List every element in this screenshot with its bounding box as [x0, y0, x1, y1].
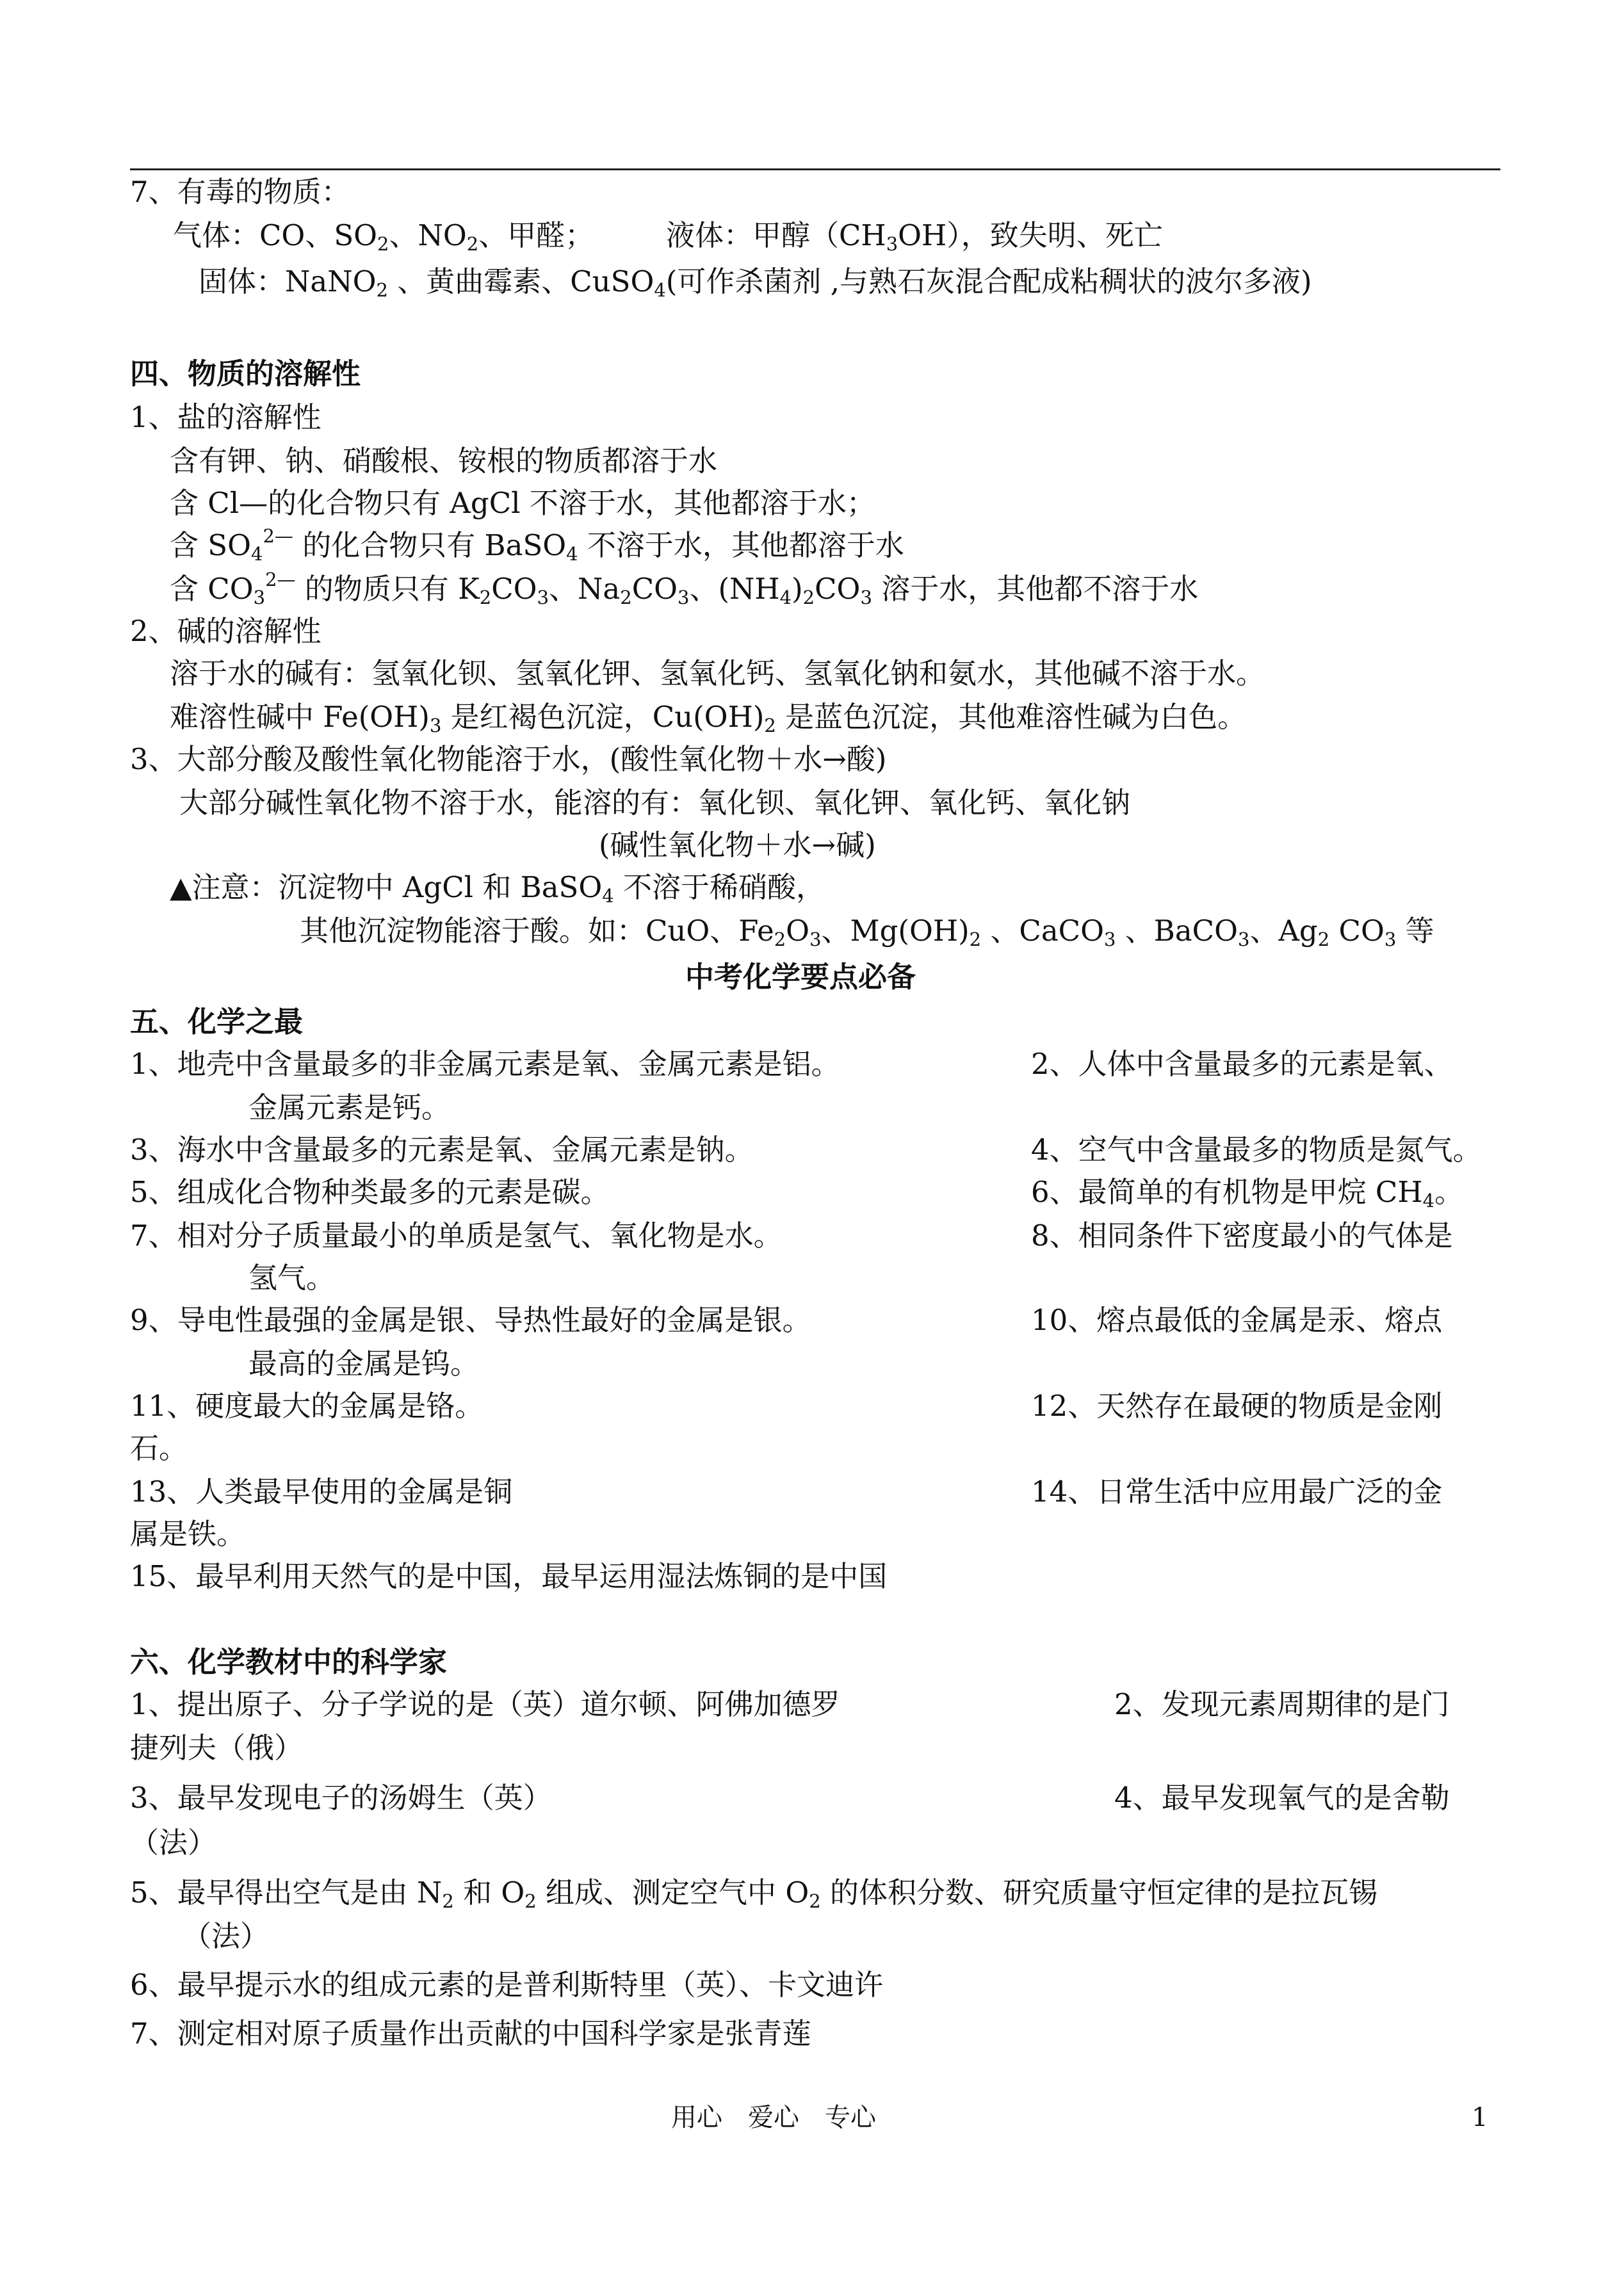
- scientist-5: 5、最早得出空气是由 $N_2$ 和 $O_2$ 组成、测定空气中 $O_2$ 的体积分数、研究质量守恒定律的是拉瓦锡: [130, 1876, 1378, 1912]
- scientist-3: 3、最早发现电子的汤姆生（英）: [130, 1781, 552, 1815]
- scientist-4-cont: （法）: [130, 1826, 217, 1860]
- superlative-2: 2、人体中含量最多的元素是氧、: [1031, 1047, 1453, 1081]
- base-line-2: 难溶性碱中 $Fe(OH)_3$ 是红褐色沉淀，$Cu(OH)_2$ 是蓝色沉淀，其他难溶性碱为白色。: [170, 700, 1247, 736]
- superlative-8: 8、相同条件下密度最小的气体是: [1031, 1219, 1453, 1253]
- center-title: 中考化学要点必备: [685, 960, 916, 994]
- footer-motto: 用心 爱心 专心: [671, 2103, 876, 2132]
- superlative-13: 13、人类最早使用的金属是铜: [130, 1475, 513, 1509]
- oxide-line-2: (碱性氧化物＋水→碱): [599, 828, 876, 862]
- salt-line-2: 含 Cl—的化合物只有 AgCl 不溶于水，其他都溶于水；: [170, 486, 875, 520]
- toxic-liquid: 液体：甲醇$(CH_3OH)$，致失明、死亡: [666, 218, 1163, 255]
- superlative-6: 6、最简单的有机物是甲烷 $CH_4$。: [1031, 1175, 1464, 1212]
- scientist-5-cont: （法）: [183, 1919, 270, 1953]
- toxic-title: 7、有毒的物质：: [130, 175, 350, 209]
- salt-line-1: 含有钾、钠、硝酸根、铵根的物质都溶于水: [170, 444, 718, 478]
- salt-line-3: 含 $SO_4^{2—}$ 的化合物只有 BaSO$_4$ 不溶于水，其他都溶于水: [170, 525, 904, 565]
- superlative-14: 14、日常生活中应用最广泛的金: [1031, 1475, 1443, 1509]
- page-number: 1: [1472, 2103, 1488, 2132]
- superlative-14-cont: 属是铁。: [130, 1517, 246, 1551]
- superlative-12: 12、天然存在最硬的物质是金刚: [1031, 1389, 1443, 1423]
- superlative-1: 1、地壳中含量最多的非金属元素是氧、金属元素是铝。: [130, 1047, 840, 1081]
- scientist-2-cont: 捷列夫（俄）: [130, 1731, 304, 1765]
- salt-line-4: 含 $CO_3^{2—}$ 的物质只有 $K_2CO_3$、$Na_2CO_3$、$(NH_4)_2CO_3$ 溶于水，其他都不溶于水: [170, 569, 1199, 608]
- scientist-7: 7、测定相对原子质量作出贡献的中国科学家是张青莲: [130, 2016, 811, 2050]
- oxide-line-1: 大部分碱性氧化物不溶于水，能溶的有：氧化钡、氧化钾、氧化钙、氧化钠: [179, 786, 1131, 820]
- superlative-12-cont: 石。: [130, 1431, 188, 1465]
- note-line-2: 其他沉淀物能溶于酸。如：CuO、$Fe_2O_3$、$Mg(OH)_2$ 、CaCO$_3$ 、BaCO$_3$、$Ag_2$ $CO_3$ 等: [300, 914, 1434, 950]
- scientist-2: 2、发现元素周期律的是门: [1114, 1687, 1450, 1721]
- base-line-1: 溶于水的碱有：氢氧化钡、氢氧化钾、氢氧化钙、氢氧化钠和氨水，其他碱不溶于水。: [170, 656, 1265, 690]
- scientist-1: 1、提出原子、分子学说的是（英）道尔顿、阿佛加德罗: [130, 1687, 840, 1721]
- superlative-4: 4、空气中含量最多的物质是氮气。: [1031, 1133, 1482, 1167]
- superlative-10-cont: 最高的金属是钨。: [248, 1347, 480, 1381]
- base-title: 2、碱的溶解性: [130, 614, 321, 648]
- superlative-2-cont: 金属元素是钙。: [248, 1091, 451, 1124]
- salt-title: 1、盐的溶解性: [130, 400, 321, 434]
- scientist-4: 4、最早发现氧气的是舍勒: [1114, 1781, 1450, 1815]
- toxic-solid: 固体：NaNO$_2$ 、黄曲霉素、CuSO$_4$(可作杀菌剂 ,与熟石灰混合配成粘稠状的波尔多液): [199, 264, 1312, 301]
- superlative-8-cont: 氢气。: [248, 1261, 336, 1295]
- superlative-7: 7、相对分子质量最小的单质是氢气、氧化物是水。: [130, 1219, 783, 1253]
- acid-title: 3、大部分酸及酸性氧化物能溶于水，(酸性氧化物＋水→酸): [130, 742, 887, 776]
- superlative-10: 10、熔点最低的金属是汞、熔点: [1031, 1303, 1443, 1337]
- superlative-3: 3、海水中含量最多的元素是氧、金属元素是钠。: [130, 1133, 754, 1167]
- scientist-6: 6、最早提示水的组成元素的是普利斯特里（英）、卡文迪许: [130, 1968, 884, 2002]
- section5-heading: 五、化学之最: [130, 1005, 304, 1039]
- toxic-gas: 气体：CO、$SO_2$、$NO_2$、甲醛；: [173, 218, 594, 255]
- superlative-9: 9、导电性最强的金属是银、导热性最好的金属是银。: [130, 1303, 811, 1337]
- superlative-15: 15、最早利用天然气的是中国，最早运用湿法炼铜的是中国: [130, 1559, 888, 1593]
- superlative-11: 11、硬度最大的金属是铬。: [130, 1389, 484, 1423]
- section6-heading: 六、化学教材中的科学家: [130, 1645, 448, 1679]
- header-rule: [130, 168, 1500, 170]
- superlative-5: 5、组成化合物种类最多的元素是碳。: [130, 1175, 610, 1209]
- section4-heading: 四、物质的溶解性: [130, 357, 361, 391]
- note-line-1: ▲注意：沉淀物中 AgCl 和 BaSO$_4$ 不溶于稀硝酸，: [170, 870, 825, 907]
